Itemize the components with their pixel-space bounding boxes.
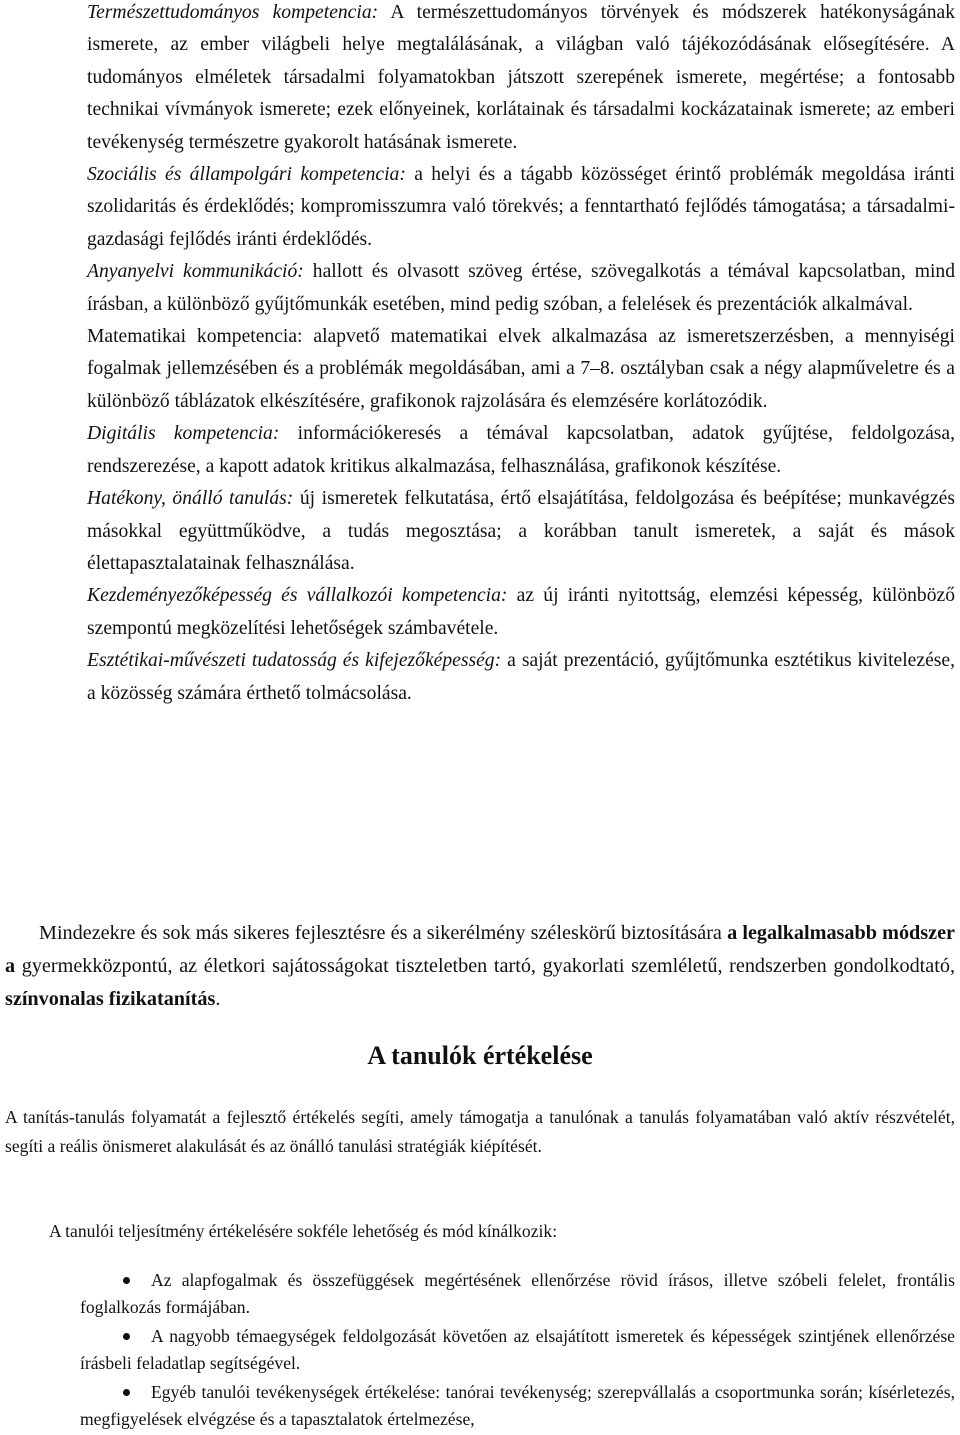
competency-label: Esztétikai-művészeti tudatosság és kifejezőképesség: (87, 650, 502, 672)
competency-label: Szociális és állampolgári kompetencia: (87, 164, 406, 186)
list-item (80, 1379, 955, 1432)
competency-text: a helyi és a tágabb közösséget érintő problémák megoldása iránti szolidaritás és érdeklődés; kompromisszumra való törekvés; a fenntartható fejlődés támogatása; a társadalmi-gazdasági fejlődés iránti érdeklődés. (87, 164, 955, 250)
competency-native-language (87, 256, 955, 321)
competency-social-civic (87, 159, 955, 256)
summary-paragraph (5, 917, 955, 1016)
list-item-text: Egyéb tanulói tevékenységek értékelése: tanórai tevékenység; szerepvállalás a csoportmunka során; kísérletezés, megfigyelések elvégzése és a tapasztalatok értelmezése, (80, 1382, 955, 1429)
list-item (80, 1267, 955, 1320)
competency-initiative (87, 580, 955, 645)
competency-text: új ismeretek felkutatása, értő elsajátítása, feldolgozása és beépítése; munkavégzés másokkal együttműködve, a tudás megosztása; a korábban tanult ismeretek, a saját és mások élettapasztalatainak felhasználása. (87, 488, 955, 574)
summary-text: Mindezekre és sok más sikeres fejlesztésre és a sikerélmény széleskörű biztosítására (39, 922, 728, 944)
list-item-text: Az alapfogalmak és összefüggések megértésének ellenőrzése rövid írásos, illetve szóbeli felelet, frontális foglalkozás formájában. (80, 1270, 955, 1317)
list-item-text: A nagyobb témaegységek feldolgozását követően az elsajátított ismeretek és képességek szintjének ellenőrzése írásbeli feladatlap segítségével. (80, 1326, 955, 1373)
competency-learning (87, 483, 955, 580)
evaluation-paragraph: A tanítás-tanulás folyamatát a fejlesztő értékelés segíti, amely támogatja a tanulónak a tanulás folyamatában való aktív részvételét, segíti a reális önismeret alakulását és az önálló tanulási stratégiák kiépítését. (5, 1107, 955, 1156)
competency-natural-science (87, 0, 955, 159)
section-heading: A tanulók értékelése (367, 1041, 593, 1070)
competency-text: információkeresés a témával kapcsolatban, adatok gyűjtése, feldolgozása, rendszerezése, a kapott adatok kritikus alkalmazása, felhasználása, grafikonok készítése. (87, 423, 956, 477)
competency-label: Kezdeményezőképesség és vállalkozói kompetencia: (87, 585, 508, 607)
summary-bold-text: a legalkalmasabb módszer a (5, 922, 956, 977)
competency-label: Természettudományos kompetencia: (87, 2, 379, 23)
competency-text: hallott és olvasott szöveg értése, szövegalkotás a témával kapcsolatban, mind írásban, a különböző gyűjtőmunkák esetében, mind pedig szóban, a felelések és prezentációk alkalmával. (87, 261, 955, 315)
list-item (80, 1323, 955, 1376)
bullet-icon (123, 1389, 130, 1396)
evaluation-intro: A tanulói teljesítmény értékelésére sokféle lehetőség és mód kínálkozik: (49, 1221, 558, 1241)
competency-mathematics (87, 321, 955, 418)
evaluation-bullet-list (80, 1267, 955, 1435)
competency-list (87, 0, 955, 710)
competency-text: az új iránti nyitottság, elemzési képesség, különböző szempontú megközelítési lehetőségek számbavétele. (87, 585, 955, 639)
bullet-icon (123, 1333, 130, 1340)
competency-label: Anyanyelvi kommunikáció: (87, 261, 304, 283)
summary-text: . (215, 988, 221, 1010)
summary-text: gyermekközpontú, az életkori sajátosságokat tiszteletben tartó, gyakorlati szemléletű, rendszerben gondolkodtató, (15, 955, 955, 977)
competency-digital (87, 418, 955, 483)
competency-text: a saját prezentáció, gyűjtőmunka esztétikus kivitelezése, a közösség számára érthető tolmácsolása. (87, 650, 955, 704)
competency-label: Matematikai kompetencia: (87, 326, 303, 348)
summary-bold-text: színvonalas fizikatanítás (5, 988, 216, 1010)
bullet-icon (123, 1277, 130, 1284)
competency-label: Digitális kompetencia: (87, 423, 280, 445)
competency-label: Hatékony, önálló tanulás: (87, 488, 294, 510)
competency-text: A természettudományos törvények és módszerek hatékonyságának ismerete, az ember világbeli helye megtalálásának, a világban való tájékozódásának elősegítésére. A tudományos elméletek társadalmi folyamatokban játszott szerepének ismerete, megértése; a fontosabb technikai vívmányok ismerete; ezek előnyeinek, korlátainak és társadalmi kockázatainak ismerete; az emberi tevékenység természetre gyakorolt hatásának ismerete. (87, 2, 955, 153)
competency-text: alapvető matematikai elvek alkalmazása az ismeretszerzésben, a mennyiségi fogalmak jellemzésében és a problémák megoldásában, ami a 7–8. osztályban csak a négy alapműveletre és a különböző táblázatok elkészítésére, grafikonok rajzolására és elemzésére korlátozódik. (87, 326, 955, 412)
competency-aesthetic (87, 645, 955, 710)
